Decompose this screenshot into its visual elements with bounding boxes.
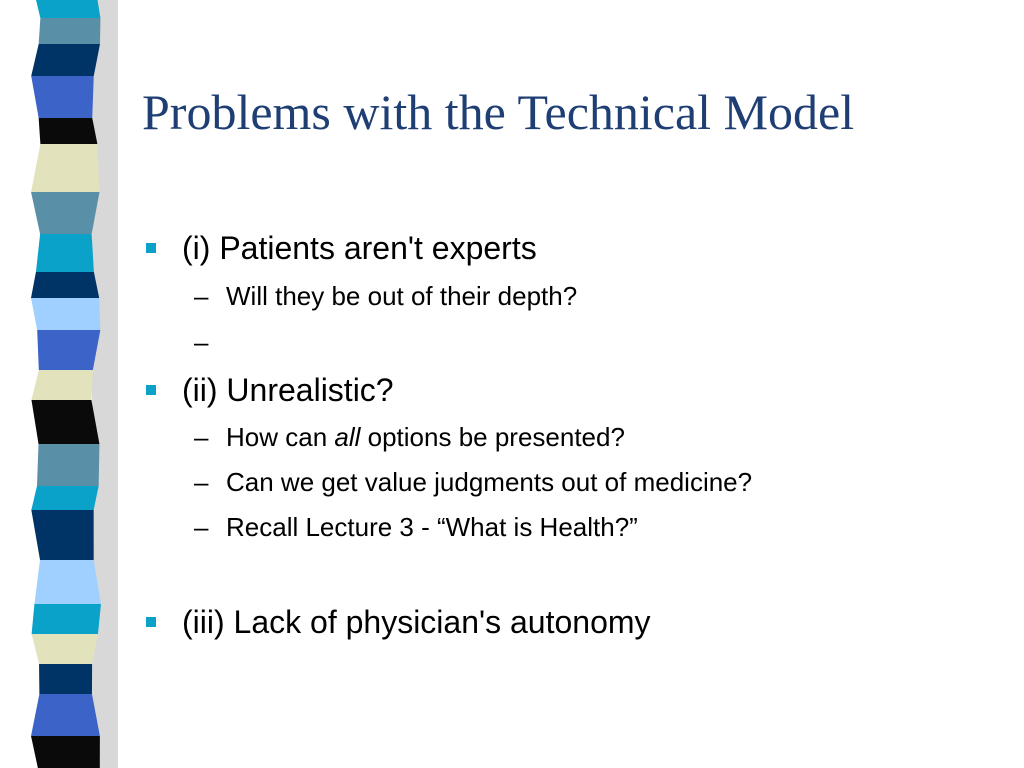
stripe-band <box>31 144 99 192</box>
stripe-band <box>31 192 99 234</box>
stripe-band <box>32 604 101 634</box>
dash-marker: – <box>194 327 209 357</box>
stripe-band <box>31 272 99 298</box>
square-bullet-icon <box>146 617 156 627</box>
stripe-shadow <box>92 0 118 768</box>
stripe-band <box>36 0 100 18</box>
stripe-band <box>39 118 98 144</box>
stripe-band <box>31 400 99 444</box>
slide-title: Problems with the Technical Model <box>142 84 855 140</box>
stripe-band <box>39 664 92 694</box>
square-bullet-icon <box>146 243 156 253</box>
stripe-band <box>39 18 101 44</box>
sub-bullet-emphasis: all <box>334 422 361 452</box>
stripe-band <box>37 444 99 486</box>
bullet-text: (i) Patients aren't experts <box>182 230 537 266</box>
dash-marker: – <box>194 467 209 497</box>
sub-bullet-suffix: options be presented? <box>360 422 625 452</box>
stripe-band <box>32 634 98 664</box>
stripe-band <box>31 736 100 768</box>
sub-bullet-text: Recall Lecture 3 - “What is Health?” <box>226 512 638 542</box>
stripe-band <box>31 44 100 76</box>
stripe-band <box>31 510 93 560</box>
sub-bullet-text: Will they be out of their depth? <box>226 281 578 311</box>
stripe-band <box>31 486 98 510</box>
dash-marker: – <box>194 512 209 542</box>
decorative-stripe-bar <box>0 0 118 768</box>
sub-bullet-text <box>226 421 625 454</box>
square-bullet-icon <box>146 385 156 395</box>
stripe-band <box>34 560 101 604</box>
stripe-band <box>31 370 92 400</box>
sub-bullet-prefix: How can <box>226 422 335 452</box>
stripe-band <box>31 298 100 330</box>
bullet-text: (iii) Lack of physician's autonomy <box>182 604 651 640</box>
dash-marker: – <box>194 281 209 311</box>
stripe-band <box>31 76 94 118</box>
stripe-band <box>36 234 94 272</box>
sub-bullet-text: Can we get value judgments out of medicine? <box>226 467 753 497</box>
dash-marker: – <box>194 422 209 452</box>
bullet-text: (ii) Unrealistic? <box>182 372 394 408</box>
stripe-band <box>37 330 100 370</box>
stripe-band <box>31 694 100 736</box>
